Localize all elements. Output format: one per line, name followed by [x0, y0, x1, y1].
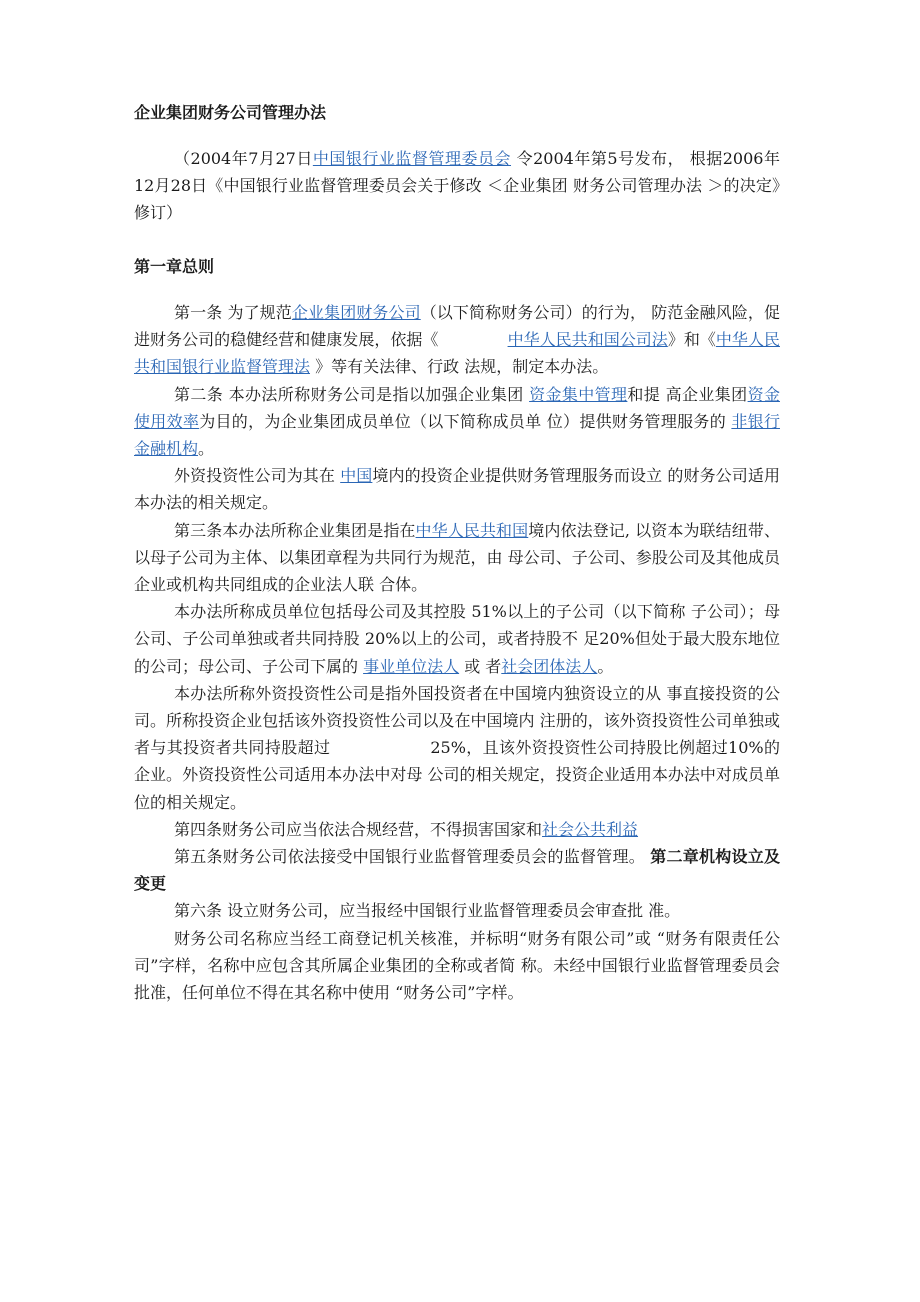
naming-paragraph: 财务公司名称应当经工商登记机关核准，并标明“财务有限公司”或 “财务有限责任公司”字样，名称中应包含其所属企业集团的全称或者简 称。未经中国银行业监督管理委员会批准，任何单位不得在其名称中使用 “财务公司”字样。 — [134, 928, 780, 1003]
members-text: 本办法所称成员单位包括母公司及其控股 51%以上的子公司（以下简称 子公司）；母公司、子公司单独或者共同持股 20%以上的公司，或者持股不 足20%但处于最大股东地位的公司；母公司、子公司下属的 — [134, 602, 780, 676]
article-3-text: 第三条本办法所称企业集团是指在 — [174, 520, 416, 540]
chapter-2-heading: 第二章机构设立及变更 — [134, 847, 780, 894]
link-social-organization[interactable]: 社会团体法人 — [501, 656, 598, 676]
article-1-text-2: （以下简称财务公司）的行为， 防范金融风险，促进财务公司的稳健经营和健康发展，依据《 — [134, 303, 780, 350]
link-banking-supervision-law[interactable]: 中华人民共和国银行业监督管理法 — [134, 330, 780, 377]
article-2-text-2: 和提 高企业集团 — [627, 384, 748, 404]
link-fund-centralization[interactable]: 资金集中管理 — [529, 384, 628, 404]
article-3 — [134, 517, 780, 599]
document-title: 企业集团财务公司管理办法 — [134, 103, 327, 122]
foreign-text: 外资投资性公司为其在 — [174, 466, 341, 486]
article-6: 第六条 设立财务公司，应当报经中国银行业监督管理委员会审查批 准。 — [174, 901, 681, 921]
foreign-definition-paragraph — [134, 680, 780, 816]
articles-body — [134, 299, 780, 1006]
link-non-bank-institution[interactable]: 非银行金融机构 — [134, 411, 780, 459]
chapter-1-heading: 第一章总则 — [134, 257, 215, 276]
foreign-def-text: 本办法所称外资投资性公司是指外国投资者在中国境内独资设立的从 事直接投资的公司。所称投资企业包括该外资投资性公司以及在中国境内 注册的，该外资投资性公司单独或者与其投资者共同持股超过 — [134, 683, 780, 758]
foreign-text-2: 境内的投资企业提供财务管理服务而设立 的财务公司适用本办法的相关规定。 — [134, 466, 780, 513]
link-company-law[interactable]: 中华人民共和国公司法 — [507, 330, 668, 350]
link-prc[interactable]: 中华人民共和国 — [415, 520, 529, 540]
article-4 — [134, 816, 780, 843]
article-1-text-3: 》和《 — [667, 330, 716, 350]
article-5 — [134, 843, 780, 897]
link-fund-efficiency[interactable]: 资金使用效率 — [134, 384, 780, 431]
link-cbrc[interactable]: 中国银行业监督管理委员会 — [312, 149, 512, 168]
preamble-text-2: 令2004年第5号发布， 根据2006年12月28日《中国银行业监督管理委员会关于修改 ＜企业集团 财务公司管理办法 ＞的决定》修订） — [134, 149, 780, 223]
preamble-paragraph — [134, 145, 780, 227]
article-4-text: 第四条财务公司应当依法合规经营，不得损害国家和 — [174, 819, 543, 839]
article-3-text-2: 境内依法登记, 以资本为联结纽带、以母子公司为主体、以集团章程为共同行为规范，由 母公司、子公司、参股公司及其他成员企业或机构共同组成的企业法人联 合体。 — [134, 520, 780, 595]
article-2-text: 第二条 本办法所称财务公司是指以加强企业集团 — [174, 384, 530, 404]
link-china[interactable]: 中国 — [340, 466, 373, 486]
article-2-text-4: 。 — [198, 439, 215, 459]
article-1-text-4: 》等有关法律、行政 法规，制定本办法。 — [310, 357, 609, 377]
foreign-paragraph — [134, 462, 780, 516]
foreign-def-text-2: 25%，且该外资投资性公司持股比例超过10%的企业。外资投资性公司适用本办法中对母 公司的相关规定，投资企业适用本办法中对成员单位的相关规定。 — [134, 738, 780, 812]
article-2-text-3: 为目的，为企业集团成员单位（以下简称成员单 位）提供财务管理服务的 — [199, 411, 732, 431]
members-text-3: 。 — [597, 656, 614, 676]
article-2 — [134, 381, 780, 463]
article-1 — [134, 299, 780, 381]
link-finance-company[interactable]: 企业集团财务公司 — [291, 303, 421, 322]
preamble-text: （2004年7月27日 — [174, 149, 313, 168]
members-text-2: 或 者 — [459, 656, 502, 676]
article-5-text: 第五条财务公司依法接受中国银行业监督管理委员会的监督管理。 — [174, 847, 651, 867]
link-public-institution[interactable]: 事业单位法人 — [363, 656, 460, 676]
link-public-interest[interactable]: 社会公共利益 — [542, 819, 639, 839]
article-1-text: 第一条 为了规范 — [174, 303, 292, 322]
members-paragraph — [134, 598, 780, 680]
